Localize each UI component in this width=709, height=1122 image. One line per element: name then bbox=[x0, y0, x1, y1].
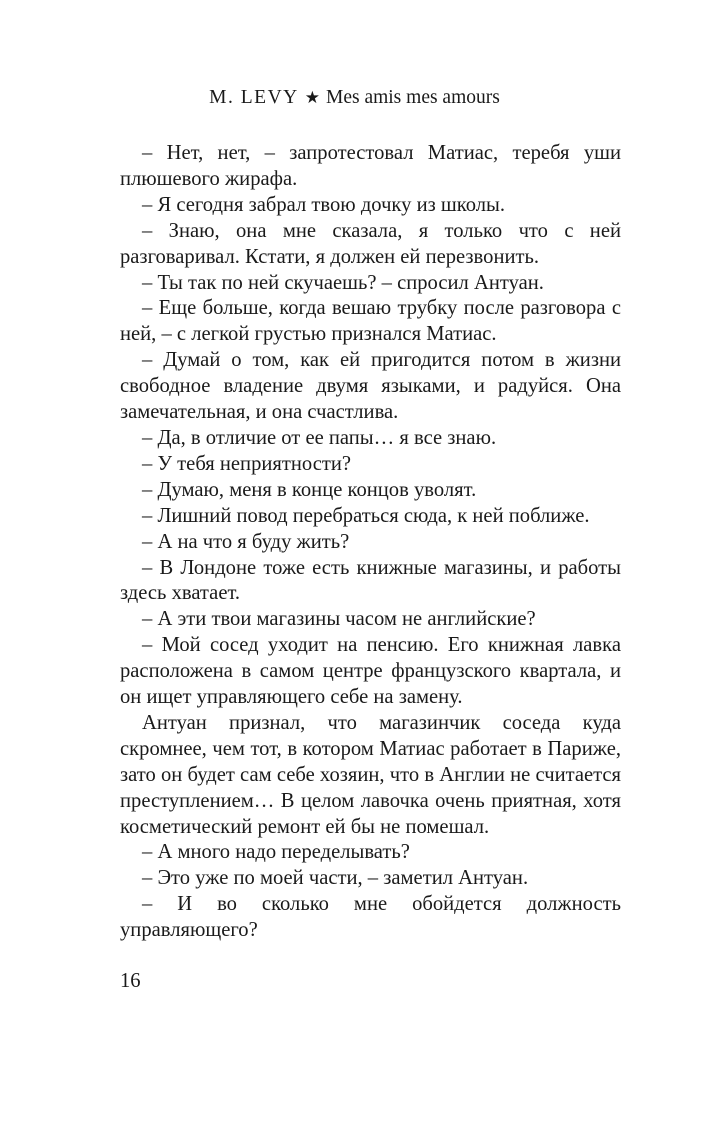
paragraph: – И во сколько мне обойдется должность управляющего? bbox=[120, 893, 621, 942]
paragraph: – Еще больше, когда вешаю трубку после разговора с ней, – с легкой грустью признался Матиас. bbox=[120, 297, 621, 346]
paragraph: – Я сегодня забрал твою дочку из школы. bbox=[142, 193, 505, 216]
star-separator-icon: ★ bbox=[304, 88, 320, 107]
body-text bbox=[120, 141, 621, 944]
paragraph: – Думаю, меня в конце концов уволят. bbox=[142, 478, 477, 501]
running-header bbox=[0, 86, 709, 110]
paragraph: – Лишний повод перебраться сюда, к ней поближе. bbox=[142, 504, 590, 527]
header-book-title: Mes amis mes amours bbox=[325, 87, 500, 108]
page-number: 16 bbox=[120, 970, 141, 992]
header-author: M. LEVY bbox=[209, 87, 299, 108]
paragraph: – А на что я буду жить? bbox=[142, 530, 350, 553]
paragraph: – У тебя неприятности? bbox=[142, 452, 352, 475]
paragraph: – А эти твои магазины часом не английские? bbox=[142, 608, 536, 631]
paragraph: – Нет, нет, – запротестовал Матиас, теребя уши плюшевого жирафа. bbox=[120, 142, 621, 190]
paragraph: – Думай о том, как ей пригодится потом в жизни свободное владение двумя языками, и радуйся. Она замечательная, и она счастлива. bbox=[120, 349, 621, 424]
paragraph: – Мой сосед уходит на пенсию. Его книжная лавка расположена в самом центре французского квартала, и он ищет управляющего себе на замену. bbox=[120, 634, 621, 709]
paragraph: – Это уже по моей части, – заметил Антуан. bbox=[142, 867, 529, 890]
paragraph: – А много надо переделывать? bbox=[142, 841, 410, 864]
paragraph: – В Лондоне тоже есть книжные магазины, и работы здесь хватает. bbox=[120, 556, 621, 605]
paragraph: Антуан признал, что магазинчик соседа куда скромнее, чем тот, в котором Матиас работает в Париже, зато он будет сам себе хозяин, что в Англии не считается преступлением… В целом лавочка очень приятная, хотя косметический ремонт ей бы не помешал. bbox=[120, 711, 621, 838]
paragraph: – Да, в отличие от ее папы… я все знаю. bbox=[142, 426, 497, 449]
paragraph: – Ты так по ней скучаешь? – спросил Антуан. bbox=[142, 271, 544, 294]
paragraph: – Знаю, она мне сказала, я только что с ней разговаривал. Кстати, я должен ей перезвонить. bbox=[120, 219, 621, 268]
